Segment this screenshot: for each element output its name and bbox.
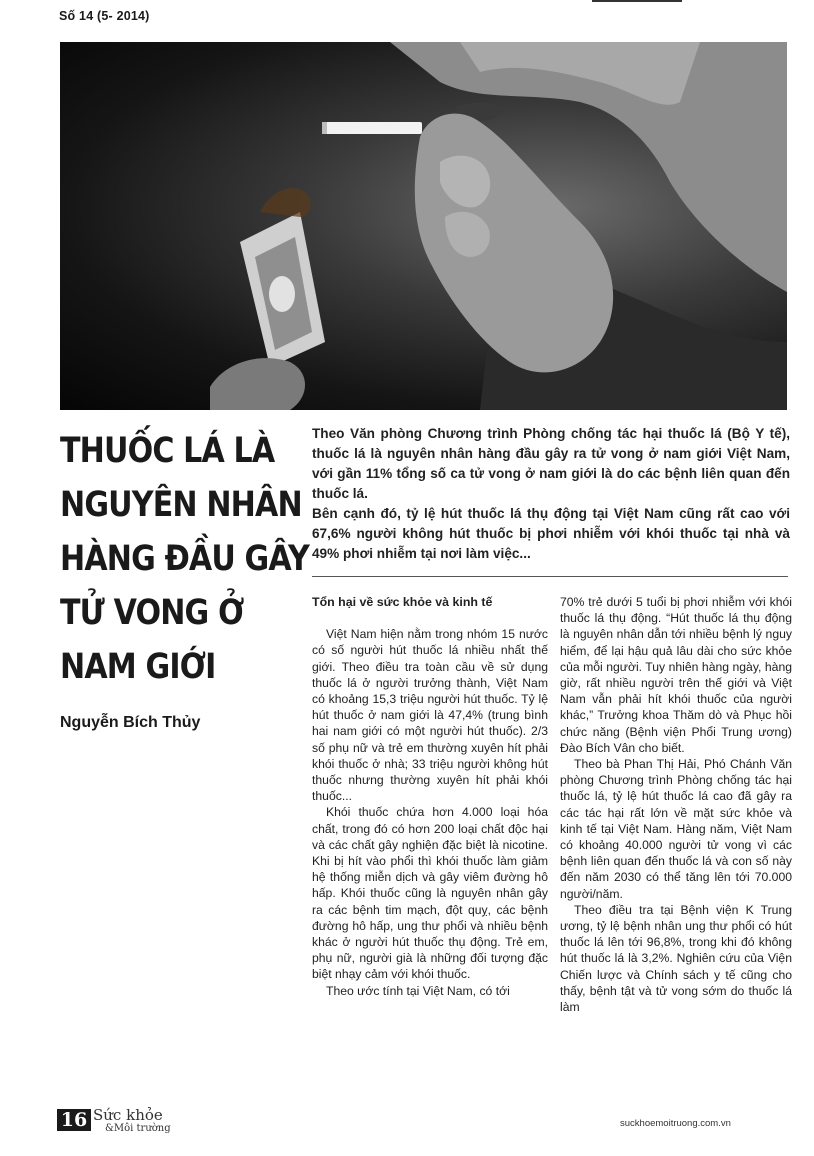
body-paragraph: 70% trẻ dưới 5 tuổi bị phơi nhiễm với khói thuốc lá thụ động. “Hút thuốc lá thụ động là nguyên nhân dẫn tới nhiều bệnh lý nguy hiểm, để lại hậu quả lâu dài cho sức khỏe của mỗi người. Tuy nhiên hàng ngày, hàng giờ, rất nhiều người trên thế giới và Việt Nam vẫn phải hít khói thuốc của người khác,” Trưởng khoa Thăm dò và Phục hồi chức năng (Bệnh viện Phổi Trung ương) Đào Bích Vân cho biết.: [560, 595, 792, 755]
headline-line: HÀNG ĐẦU GÂY: [60, 539, 309, 579]
headline-line: NGUYÊN NHÂN: [60, 485, 302, 525]
top-rule: [592, 0, 682, 2]
body-paragraph: Theo bà Phan Thị Hải, Phó Chánh Văn phòng Chương trình Phòng chống tác hại thuốc lá, tỷ lệ hút thuốc lá cao đã gây ra các tác hại rất lớn về mặt sức khỏe và kinh tế tại Việt Nam. Hàng năm, Việt Nam có khoảng 40.000 người tử vong vì các bệnh liên quan đến thuốc lá và con số này đến năm 2030 có thể tăng lên tới 70.000 người/năm.: [560, 757, 792, 901]
issue-label: Số 14 (5- 2014): [59, 9, 150, 23]
lead-text: Theo Văn phòng Chương trình Phòng chống tác hại thuốc lá (Bộ Y tế), thuốc lá là nguyên nhân hàng đầu gây ra tử vong ở nam giới Việt Nam, với gần 11% tổng số ca tử vong ở nam giới là do các bệnh liên quan đến thuốc lá.: [312, 426, 790, 501]
page-number: 16: [57, 1109, 91, 1131]
headline-line: THUỐC LÁ LÀ: [60, 431, 275, 471]
lead-paragraph: [312, 424, 790, 564]
body-paragraph: Theo ước tính tại Việt Nam, có tới: [326, 983, 510, 998]
smoking-photo: [60, 42, 787, 410]
brand-bottom: &Môi trường: [105, 1123, 171, 1134]
lead-divider: [312, 576, 788, 577]
body-paragraph: Khói thuốc chứa hơn 4.000 loại hóa chất, trong đó có hơn 200 loại chất độc hại và các chất gây nghiện đặc biệt là nicotine. Khi bị hít vào phổi thì khói thuốc làm giảm hệ thống miễn dịch và gây viêm đường hô hấp. Khói thuốc cũng là nguyên nhân gây ra các bệnh tim mạch, đột quỵ, các bệnh đường hô hấp, ung thư phổi và nhiều bệnh khác ở người hút thuốc thụ động. Trẻ em, phụ nữ, người già là những đối tượng đặc biệt nhạy cảm với khói thuốc.: [312, 805, 548, 982]
brand-top: Sức khỏe: [93, 1106, 163, 1124]
body-column-1: [312, 594, 548, 999]
headline-line: NAM GIỚI: [60, 647, 216, 687]
author-name: Nguyễn Bích Thủy: [60, 714, 201, 731]
section-subhead: Tổn hại về sức khỏe và kinh tế: [312, 595, 493, 609]
headline: [60, 424, 309, 694]
magazine-logo: [93, 1108, 171, 1136]
body-paragraph: Việt Nam hiện nằm trong nhóm 15 nước có số người hút thuốc lá nhiều nhất thế giới. Theo điều tra toàn cầu về sử dụng thuốc lá ở người trưởng thành, Việt Nam có khoảng 15,3 triệu người hút thuốc. Tỷ lệ hút thuốc ở nam giới là 47,4% (trung bình hai nam giới có một người hút thuốc). 2/3 số phụ nữ và trẻ em thường xuyên hít phải khói thuốc ở nhà; 33 triệu người không hút thuốc nhưng thường xuyên hít phải khói thuốc...: [312, 627, 548, 804]
lead-text: Bên cạnh đó, tỷ lệ hút thuốc lá thụ động tại Việt Nam cũng rất cao với 67,6% người không hút thuốc bị phơi nhiễm với khói thuốc tại nhà và 49% phơi nhiễm tại nơi làm việc...: [312, 506, 790, 561]
headline-line: TỬ VONG Ở: [60, 593, 244, 633]
footer-url: suckhoemoitruong.com.vn: [620, 1118, 731, 1129]
body-column-2: [560, 594, 792, 1015]
body-paragraph: Theo điều tra tại Bệnh viện K Trung ương, tỷ lệ bệnh nhân ung thư phổi có hút thuốc lá lên tới 96,8%, trong khi đó không hút thuốc lá là 3,2%. Nghiên cứu của Viện Chiến lược và Chính sách y tế cũng cho thấy, bệnh tật và tử vong sớm do thuốc lá làm: [560, 902, 792, 1015]
smoking-illustration: [60, 42, 787, 410]
